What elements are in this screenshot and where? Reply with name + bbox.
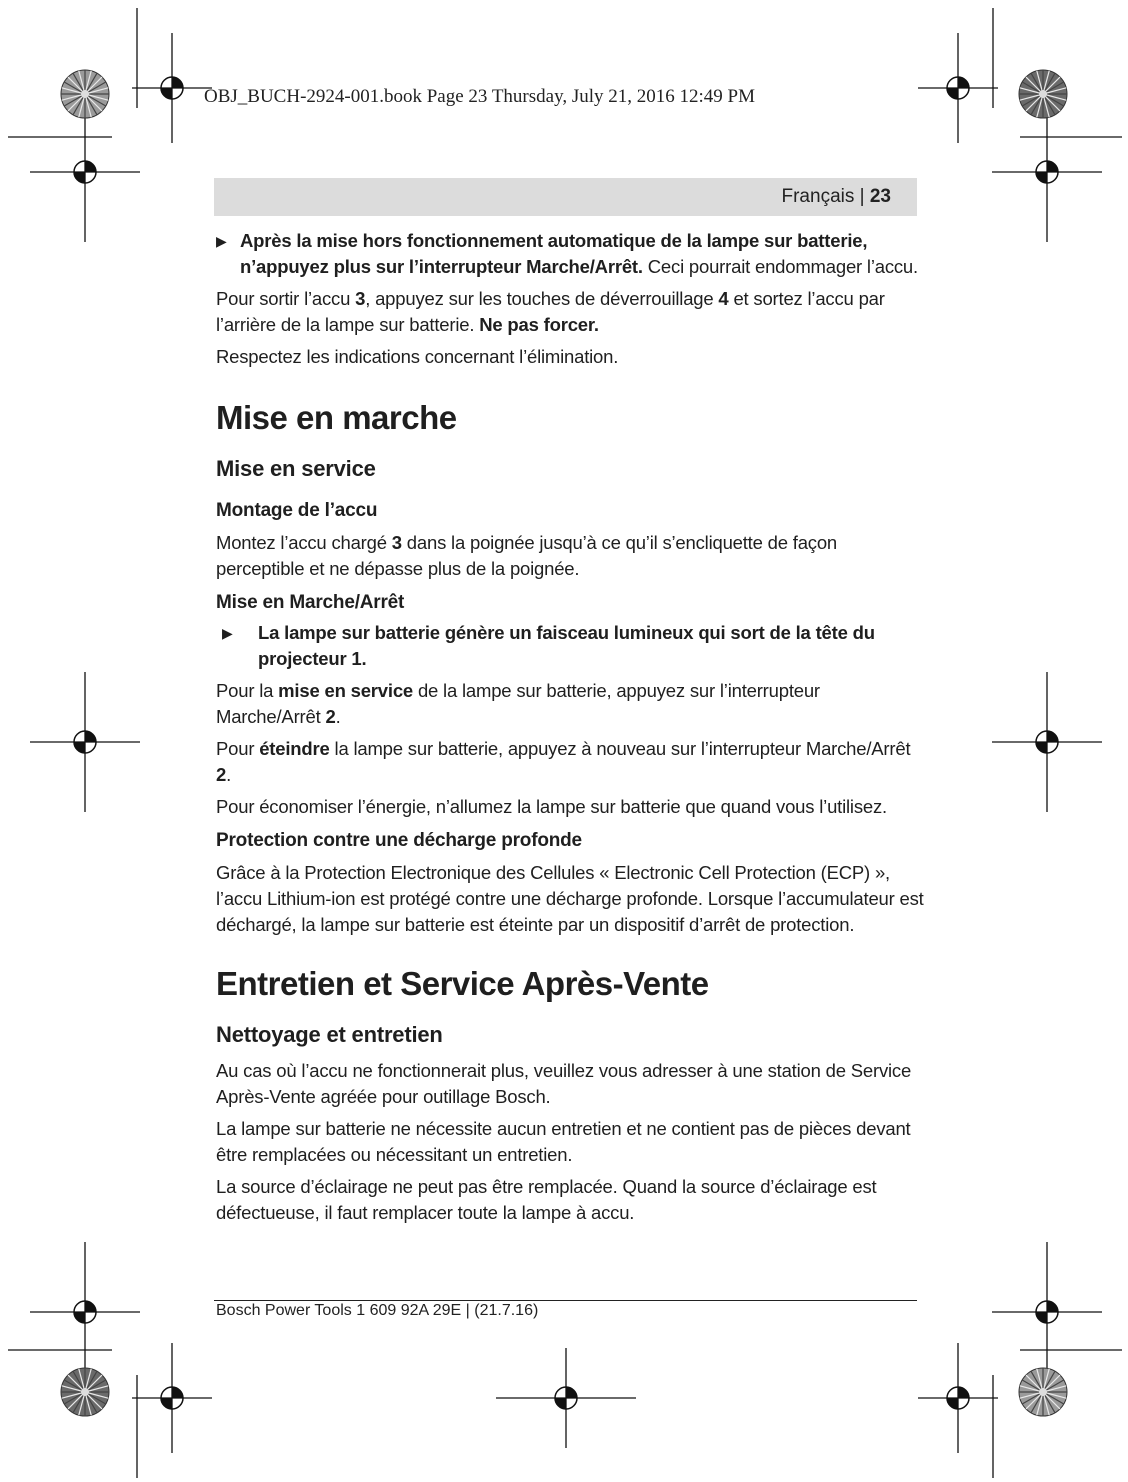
color-calibration-wheel-icon <box>1019 70 1067 118</box>
remove-battery-paragraph <box>216 286 928 338</box>
heading-marche-arret: Mise en Marche/Arrêt <box>216 592 405 613</box>
text-run: la lampe sur batterie, appuyez à nouveau sur l’interrupteur Marche/Arrêt <box>329 738 911 759</box>
registration-mark-icon <box>30 672 140 812</box>
registration-mark-icon <box>132 1343 212 1453</box>
page-number: 23 <box>869 186 891 207</box>
switch-off-paragraph <box>216 736 928 788</box>
registration-mark-icon <box>30 1242 140 1382</box>
header-language: Français <box>781 186 855 207</box>
text-run: et sortez l’accu par l’arrière de la lampe sur batterie. <box>216 288 885 335</box>
subheading-mise-en-service: Mise en service <box>216 456 376 481</box>
text-run: Pour la <box>216 680 279 701</box>
text-run: de la lampe sur batterie, appuyez sur l’interrupteur Marche/Arrêt <box>216 680 820 727</box>
print-info-line: OBJ_BUCH-2924-001.book Page 23 Thursday, July 21, 2016 12:49 PM <box>204 86 756 107</box>
emphasis: éteindre <box>259 738 330 759</box>
registration-mark-icon <box>992 672 1102 812</box>
heading-montage-accu: Montage de l’accu <box>216 500 378 521</box>
beam-warning-bullet <box>216 620 928 672</box>
emphasis: mise en service <box>278 680 413 701</box>
registration-mark-icon <box>918 33 998 143</box>
warning-bullet <box>216 228 928 280</box>
section-heading-entretien: Entretien et Service Après-Vente <box>216 965 709 1002</box>
text-run: dans la poignée jusqu’à ce qu’il s’encliquette de façon perceptible et ne dépasse plus de la poignée. <box>216 532 838 579</box>
switch-on-paragraph <box>216 678 928 730</box>
disposal-paragraph: Respectez les indications concernant l’élimination. <box>216 346 619 367</box>
text-run: , appuyez sur les touches de déverrouillage <box>365 288 719 309</box>
service-paragraph: Au cas où l’accu ne fonctionnerait plus, veuillez vous adresser à une station de Service Après-Vente agréée pour outillage Bosch. <box>216 1060 912 1107</box>
registration-mark-icon <box>132 33 212 143</box>
registration-mark-icon <box>992 102 1102 242</box>
text-run: . <box>335 706 341 727</box>
color-calibration-wheel-icon <box>61 1368 109 1416</box>
registration-mark-icon <box>992 1242 1102 1382</box>
montage-paragraph <box>216 530 928 582</box>
warning-rest: Ceci pourrait endommager l’accu. <box>642 256 918 277</box>
triangle-bullet-icon: ▶ <box>222 625 233 641</box>
maintenance-paragraph: La lampe sur batterie ne nécessite aucun entretien et ne contient pas de pièces devant être remplacées ou nécessitant un entretien. <box>216 1118 911 1165</box>
registration-mark-icon <box>496 1348 636 1448</box>
text-run: . <box>226 764 232 785</box>
subheading-nettoyage: Nettoyage et entretien <box>216 1022 443 1047</box>
heading-protection: Protection contre une décharge profonde <box>216 830 582 851</box>
beam-warning-text: La lampe sur batterie génère un faisceau lumineux qui sort de la tête du projecteur 1. <box>258 622 875 669</box>
section-heading-mise-en-marche: Mise en marche <box>216 399 457 436</box>
text-run: Pour sortir l’accu <box>216 288 356 309</box>
page-content <box>216 228 928 1232</box>
emphasis: Ne pas forcer. <box>479 314 599 335</box>
page-header-label <box>782 186 892 208</box>
light-source-paragraph: La source d’éclairage ne peut pas être remplacée. Quand la source d’éclairage est défectueuse, il faut remplacer toute la lampe à accu. <box>216 1176 877 1223</box>
ref-number: 3 <box>355 288 366 309</box>
color-calibration-wheel-icon <box>1019 1368 1067 1416</box>
text-run: Montez l’accu chargé <box>216 532 392 553</box>
ref-number: 4 <box>718 288 729 309</box>
footer-rule <box>214 1300 917 1301</box>
header-separator: | <box>854 186 870 207</box>
ref-number: 2 <box>325 706 336 727</box>
ref-number: 2 <box>216 764 227 785</box>
protection-paragraph: Grâce à la Protection Electronique des Cellules « Electronic Cell Protection (ECP) », l’accu Lithium-ion est protégé contre une décharge profonde. Lorsque l’accumulateur est déchargé, la lampe sur batterie est éteinte par un dispositif d’arrêt de protection. <box>216 862 924 935</box>
color-calibration-wheel-icon <box>61 70 109 118</box>
text-run: Pour <box>216 738 260 759</box>
page-header <box>214 178 917 216</box>
warning-bold: Après la mise hors fonctionnement automatique de la lampe sur batterie, n’appuyez plus sur l’interrupteur Marche/Arrêt. <box>240 230 868 277</box>
energy-paragraph: Pour économiser l’énergie, n’allumez la lampe sur batterie que quand vous l’utilisez. <box>216 796 887 817</box>
triangle-bullet-icon: ▶ <box>216 233 227 249</box>
registration-mark-icon <box>918 1343 998 1453</box>
warning-text <box>240 228 928 280</box>
footer-text: Bosch Power Tools 1 609 92A 29E | (21.7.16) <box>216 1302 539 1319</box>
ref-number: 3 <box>391 532 402 553</box>
registration-mark-icon <box>30 102 140 242</box>
